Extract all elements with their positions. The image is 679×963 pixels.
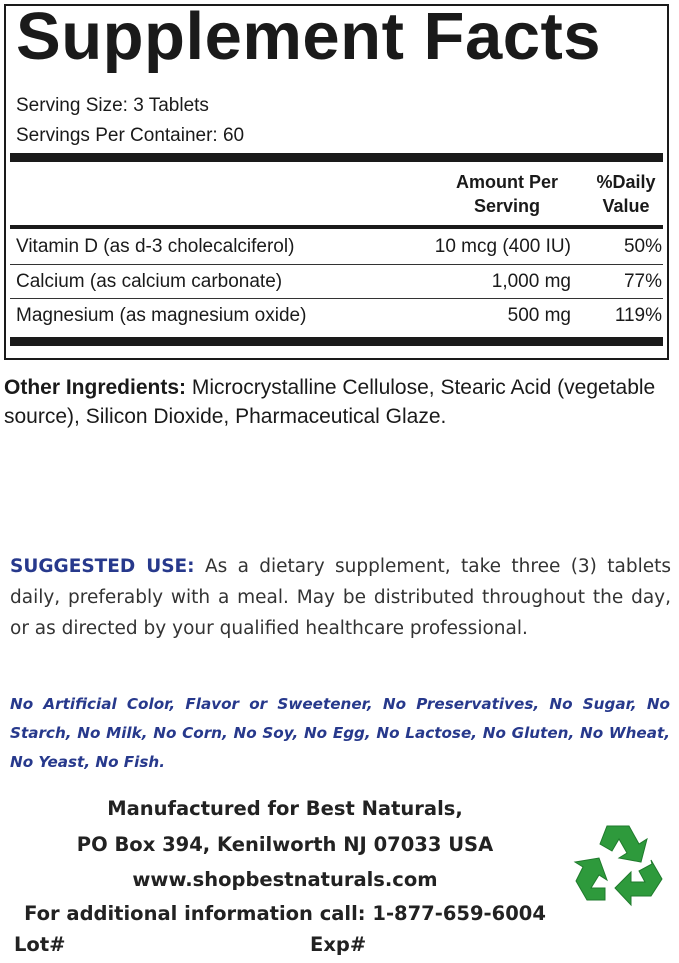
manufacturer-address: PO Box 394, Kenilworth NJ 07033 USA bbox=[76, 833, 494, 856]
suggested-use bbox=[10, 551, 671, 644]
suggested-use-label: SUGGESTED USE: bbox=[10, 556, 195, 577]
manufacturer-name: Manufactured for Best Naturals, bbox=[107, 797, 463, 820]
bottom-thick-rule bbox=[10, 337, 663, 346]
amount-per-serving-header bbox=[442, 170, 572, 218]
nutrient-name: Magnesium (as magnesium oxide) bbox=[16, 305, 307, 326]
lot-number-label: Lot# bbox=[14, 933, 66, 956]
suggested-use-text: As a dietary supplement, take three (3) tablets daily, preferably with a meal. May be distributed throughout the day, or as directed by your qualified healthcare professional. bbox=[10, 556, 671, 639]
nutrient-name: Calcium (as calcium carbonate) bbox=[16, 271, 283, 292]
allergen-free-statement: No Artificial Color, Flavor or Sweetener, No Preservatives, No Sugar, No Starch, No Milk, No Corn, No Soy, No Egg, No Lactose, No Gluten, No Wheat, No Yeast, No Fish. bbox=[10, 695, 670, 771]
dv-header-line2: Value bbox=[602, 196, 650, 216]
table-row bbox=[6, 265, 667, 298]
table-row bbox=[6, 230, 667, 263]
table-row bbox=[6, 299, 667, 332]
amount-header-line1: Amount Per bbox=[455, 172, 558, 192]
serving-size: Serving Size: 3 Tablets bbox=[16, 95, 209, 116]
nutrient-amount: 1,000 mg bbox=[491, 271, 571, 292]
panel-title: Supplement Facts bbox=[16, 0, 602, 74]
nutrient-daily-value: 77% bbox=[623, 271, 662, 292]
daily-value-header bbox=[586, 170, 666, 218]
phone-line: For additional information call: 1-877-659-6004 bbox=[24, 902, 546, 925]
other-ingredients-text: Microcrystalline Cellulose, Stearic Acid (vegetable source), Silicon Dioxide, Pharmaceutical Glaze. bbox=[4, 376, 656, 428]
recycle-icon bbox=[567, 818, 671, 908]
nutrient-amount: 500 mg bbox=[507, 305, 571, 326]
amount-header-line2: Serving bbox=[473, 196, 541, 216]
servings-per-container: Servings Per Container: 60 bbox=[16, 125, 245, 146]
header-rule bbox=[10, 225, 663, 229]
dv-header-line1: %Daily bbox=[596, 172, 656, 192]
expiry-label: Exp# bbox=[310, 933, 367, 956]
supplement-facts-panel bbox=[4, 0, 669, 360]
nutrient-daily-value: 119% bbox=[614, 305, 662, 326]
other-ingredients bbox=[4, 373, 676, 431]
other-ingredients-label: Other Ingredients: bbox=[4, 376, 187, 399]
nutrient-name: Vitamin D (as d-3 cholecalciferol) bbox=[16, 236, 295, 257]
thick-rule bbox=[10, 153, 663, 162]
nutrient-amount: 10 mcg (400 IU) bbox=[434, 236, 571, 257]
nutrient-daily-value: 50% bbox=[623, 236, 662, 257]
website-link: www.shopbestnaturals.com bbox=[132, 868, 438, 891]
